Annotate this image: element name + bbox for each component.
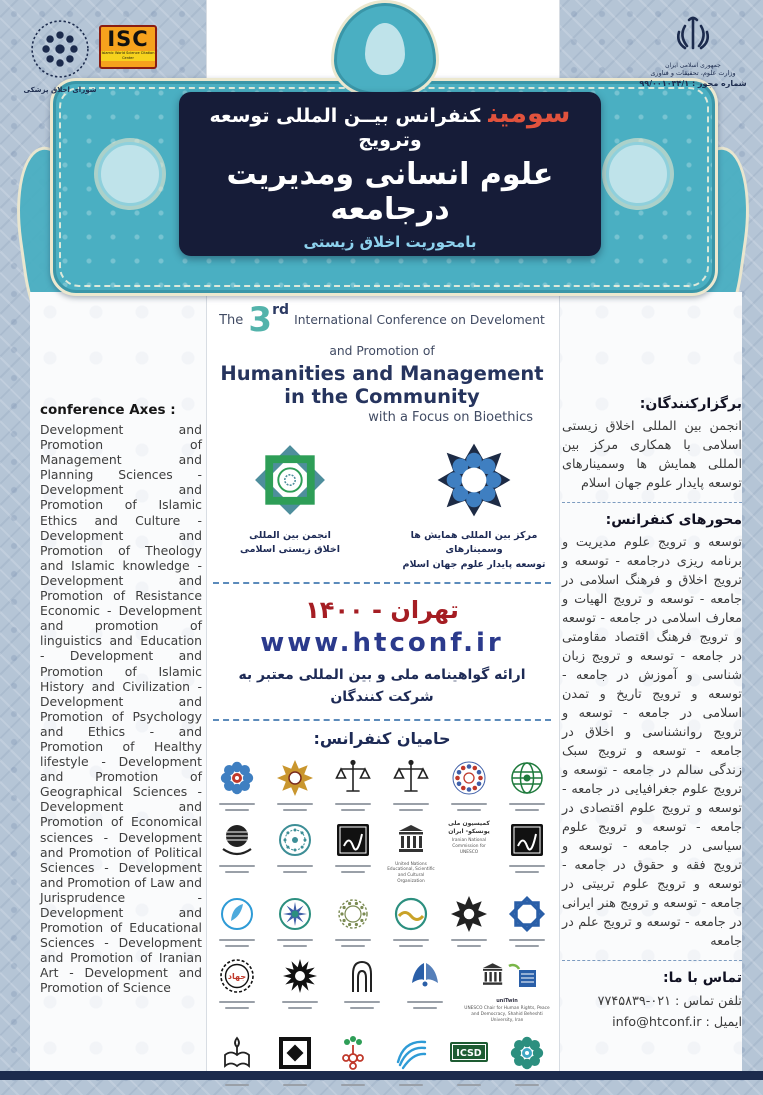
sustainable-dev-center-icon xyxy=(435,441,513,519)
unesco-national-commission-label xyxy=(443,820,495,856)
isesco-logo xyxy=(501,758,553,811)
unesco-chair-human-rights-logo-label: uniTwin xyxy=(496,997,518,1004)
english-title-ordinal: rd xyxy=(272,302,289,318)
contact-email: ایمیل : info@htconf.ir xyxy=(612,1015,742,1030)
gov-line2: وزارت علوم، تحقیقات و فناوری xyxy=(650,69,736,77)
city-year: تهران - ۱۴۰۰ xyxy=(305,595,459,624)
bottom-bar xyxy=(0,1071,763,1080)
isc-logo xyxy=(99,25,157,69)
topics-heading: محورهای کنفرانس: xyxy=(605,512,742,528)
shahid-beheshti-law-faculty-logo xyxy=(501,820,553,873)
justice-deputy-logo xyxy=(385,758,437,811)
unesco-chair-human-rights-logo xyxy=(461,956,553,1024)
english-title-the: The xyxy=(219,313,244,328)
university-seal-caption: شورای اخلاق پزشکی xyxy=(23,86,97,94)
sail-society-logo xyxy=(211,894,263,947)
isc-subtitle: Islamic World Science Citation Center xyxy=(101,51,155,60)
sustainable-dev-center-logo xyxy=(399,441,549,572)
divider-right-2 xyxy=(562,960,742,961)
organizers-heading: برگزارکنندگان: xyxy=(639,396,742,412)
license-number: شماره مجوز : ۹۹/۰۰۱۰۳۴/۱ xyxy=(639,79,747,88)
axes-heading: conference Axes : xyxy=(40,402,176,418)
bioethics-association-logo xyxy=(215,441,365,572)
organizer2-caption: مرکز بین المللی همایش ها وسمینارهای توسعه پایدار علوم جهان اسلام xyxy=(402,530,546,570)
organizer1-caption: انجمن بین المللی اخلاق زیستی اسلامی xyxy=(240,530,340,556)
sponsors-heading: حامیان کنفرانس: xyxy=(313,728,451,748)
divider-top xyxy=(213,582,551,584)
banner-subtitle: بامحوریت اخلاق زیستی xyxy=(303,232,477,251)
contact-heading: تماس با ما: xyxy=(662,970,742,986)
contact-block xyxy=(562,970,742,1033)
university-seal xyxy=(14,18,106,94)
gov-line1: جمهوری اسلامی ایران xyxy=(665,62,721,69)
banner-line1-text: کنفرانس بیــن المللی توسعه وترویج xyxy=(209,104,481,151)
band-medallion-right xyxy=(606,142,670,206)
conference-axes-column xyxy=(40,402,202,996)
unesco-national-commission-label-caption: Iranian National Commission for UNESCO xyxy=(451,838,487,855)
english-title-number: 3 xyxy=(248,300,273,340)
unesco-chair-human-rights-logo-caption: UNESCO Chair for Human Rights, Peace and Democracy, Shahid Beheshti University, Iran xyxy=(464,1006,550,1024)
justice-ministry-logo xyxy=(327,758,379,811)
topics-body: توسعه و ترویج علوم مدیریت و برنامه ریزی درجامعه - توسعه و ترویج اخلاق و فرهنگ اسلامی در جامعه - توسعه و ترویج الهیات و معارف اسلامی در جامعه - توسعه و ترویج فرهنگ اقتصاد مقاومتی در جامعه - توسعه و ترویج زبان شناسی و آموزش در جامعه - توسعه و ترویج تاریخ و تمدن اسلامی در جامعه - توسعه و ترویج روانشناسی و اخلاق در جامعه - توسعه و ترویج سبک زندگی سالم در جامعه - توسعه و ترویج علوم جغرافیایی در جامعه - توسعه و ترویج علوم اقتصادی در جامعه - توسعه و ترویج علوم سیاسی در جامعه - توسعه و ترویج فقه و حقوق در جامعه - توسعه و ترویج علوم تربیتی در جامعه - توسعه و ترویج هنر ایرانی در جامعه - توسعه و ترویج علم در جامعه xyxy=(562,535,742,949)
medical-law-association-logo xyxy=(327,894,379,947)
divider-right-1 xyxy=(562,502,742,503)
svg-text:ICSD: ICSD xyxy=(456,1047,482,1059)
sponsor-row xyxy=(211,820,553,885)
english-title-text1: International Conference on Develoment and Promotion of xyxy=(294,313,545,358)
contact-phone: تلفن تماس : ۰۲۱-۷۷۴۵۸۳۹ xyxy=(597,994,742,1009)
center-column xyxy=(207,0,557,1095)
english-title-text3: with a Focus on Bioethics xyxy=(368,410,533,425)
health-law-center-logo xyxy=(385,894,437,947)
svg-text:جهاد: جهاد xyxy=(227,971,247,981)
certificate-note: ارائه گواهینامه ملی و بین المللی معتبر به شرکت کنندگان xyxy=(238,666,526,706)
regional-info-center-logo xyxy=(269,758,321,811)
sponsors-grid xyxy=(211,758,553,1086)
medical-ethics-law-research-center-logo xyxy=(269,820,321,873)
ornamental-university-logo xyxy=(443,894,495,947)
isc-label: ISC xyxy=(107,27,149,51)
english-title-line1 xyxy=(213,300,551,359)
sponsor-row xyxy=(211,956,553,1024)
acecr-jahad-daneshgahi-logo xyxy=(211,956,263,1009)
qom-university-of-technology-logo xyxy=(501,894,553,947)
human-rights-society-logo xyxy=(443,758,495,811)
scientific-societies-union-logo xyxy=(211,758,263,811)
english-title-text2: Humanities and Management in the Community xyxy=(220,362,544,408)
organizer-logos xyxy=(207,441,557,572)
unesco-logo xyxy=(385,820,437,885)
banner-ordinal: سومین xyxy=(488,97,571,129)
quran-sciences-university-logo xyxy=(336,956,388,1009)
university-seal-icon xyxy=(29,18,91,80)
divider-sponsors xyxy=(213,719,551,721)
humanities-studies-institute-logo xyxy=(274,956,326,1009)
bioethics-association-icon xyxy=(251,441,329,519)
english-title xyxy=(207,300,557,425)
band-medallion-left xyxy=(98,142,162,206)
unesco-logo-caption: United Nations Educational, Scientific and Cultural Organization xyxy=(387,861,435,884)
islamic-human-rights-commission-logo xyxy=(211,820,263,873)
banner-main-title: علوم انسانی ومدیریت درجامعه xyxy=(226,156,554,227)
axes-body: Development and Promotion of Management and Planning Sciences - Development and Promotion of Islamic Ethics and Culture - Development and Promotion of Theology and Islamic knowledge - Development and Promotion of Resistance Economic - Development and promotion of linguistics and Education - Development and Promotion of Islamic History and Civilization - Development and Promotion of Psychology and Ethics - and Promotion of Healthy lifestyle - Development and Promotion of Geographical Sciences - Development and Promotion of Economical sciences - Development and Promotion of Political Sciences - Development and Promotion of Law and Jurisprudence - Development and Promotion of Educational Sciences - Development and Promotion of Iranian Art - Development and Promotion of Science xyxy=(40,422,202,996)
government-emblem-block xyxy=(633,14,753,88)
organizers-body: انجمن بین المللی اخلاق زیستی اسلامی با همکاری مرکز بین المللی همایش ها وسمینارهای توسعه پایدار علوم جهان اسلام xyxy=(562,419,742,491)
compass-institute-logo xyxy=(269,894,321,947)
unesco-national-commission-label-caption-fa: کمیسیون ملی یونسکو- ایران xyxy=(448,819,490,835)
iran-emblem-icon xyxy=(673,14,713,58)
islamic-azad-university-logo xyxy=(399,956,451,1009)
persian-info-column xyxy=(562,396,742,1033)
sponsor-row xyxy=(211,894,553,947)
shahid-beheshti-university-logo xyxy=(327,820,379,873)
website-url: www.htconf.ir xyxy=(260,627,504,658)
sponsor-row xyxy=(211,758,553,811)
